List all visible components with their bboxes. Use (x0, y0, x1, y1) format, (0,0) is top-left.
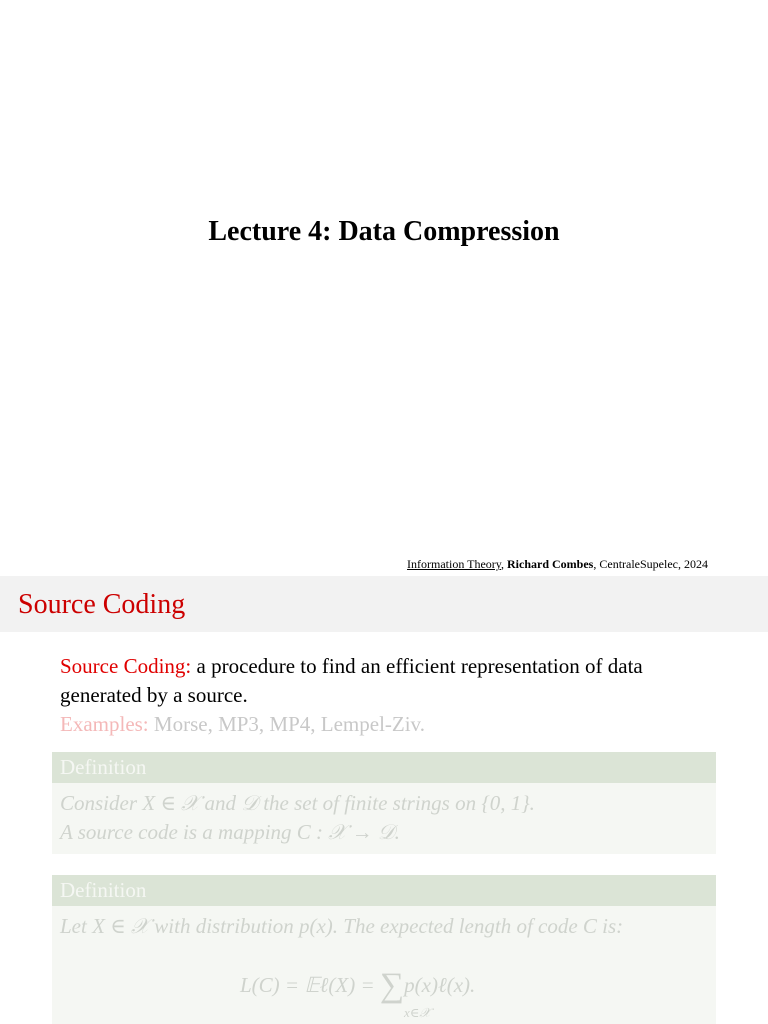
frame-title: Source Coding (18, 589, 186, 620)
author-name: Richard Combes (507, 557, 594, 571)
definition-block-2 (52, 875, 716, 1024)
block-title: Definition (52, 875, 716, 906)
summation-subscript: x∈𝒳 (404, 1005, 431, 1020)
definition-text: a procedure to find an efficient representation of data generated by a source. (60, 654, 643, 707)
block-body (52, 783, 716, 854)
summation-symbol: ∑ (379, 967, 405, 1004)
block-line: Let X ∈ 𝒳 with distribution p(x). The expected length of code C is: (60, 914, 624, 938)
block-line: A source code is a mapping C : 𝒳 → 𝒟. (60, 820, 400, 844)
equation-lhs: L(C) = 𝔼ℓ(X) = (240, 973, 380, 997)
block-line: Consider X ∈ 𝒳 and 𝒟 the set of finite strings on {0, 1}. (60, 791, 535, 815)
footer-institution: , CentraleSupelec, 2024 (593, 557, 708, 571)
block-title: Definition (52, 752, 716, 783)
examples-line (60, 710, 720, 739)
expected-length-equation (240, 963, 476, 1020)
examples-label: Examples: (60, 712, 149, 736)
slide-footer (407, 557, 708, 572)
lecture-title: Lecture 4: Data Compression (208, 216, 560, 247)
definition-block-1 (52, 752, 716, 854)
equation-rhs: p(x)ℓ(x). (404, 973, 476, 997)
footer-separator: , (501, 557, 508, 571)
course-name: Information Theory (407, 557, 502, 571)
source-coding-slide (0, 576, 768, 1024)
source-coding-definition (60, 652, 720, 710)
definition-term: Source Coding: (60, 654, 192, 678)
frame-header (0, 576, 768, 632)
examples-text: Morse, MP3, MP4, Lempel-Ziv. (148, 712, 425, 736)
